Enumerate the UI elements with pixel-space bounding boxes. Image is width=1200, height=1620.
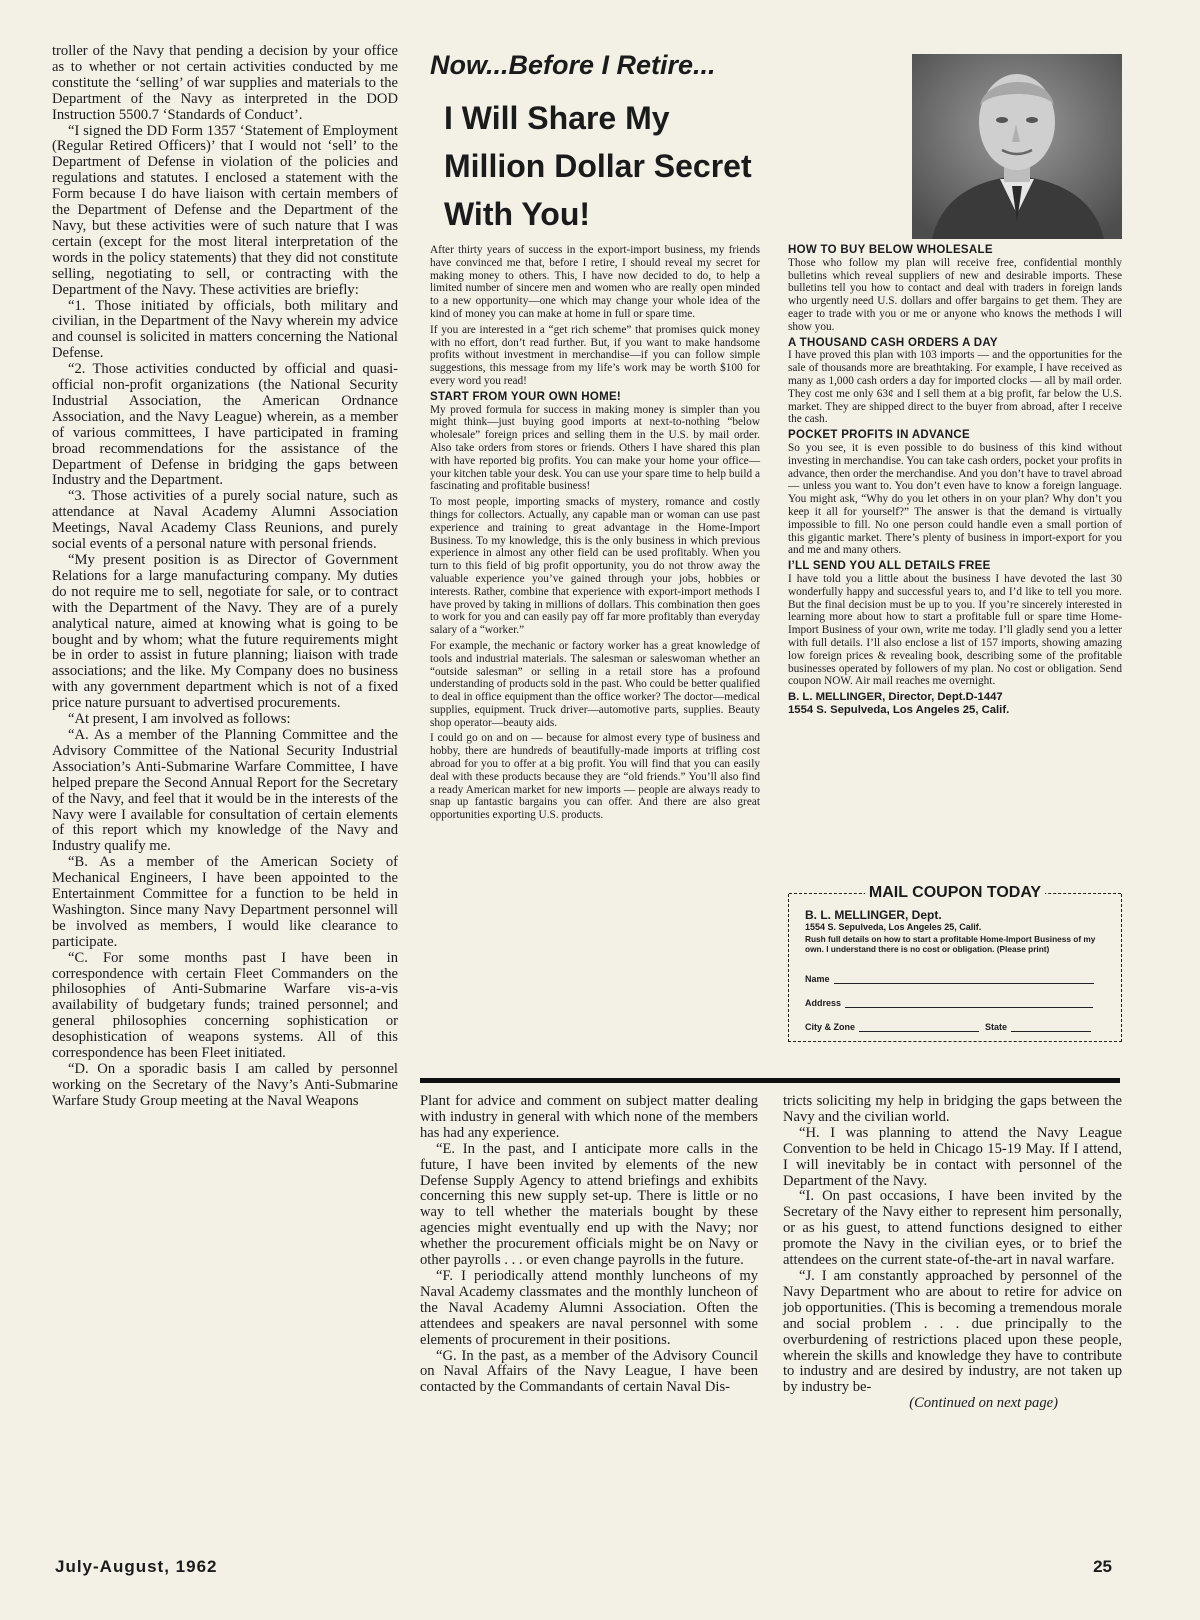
paragraph: “F. I periodically attend monthly luncheons of my Naval Academy classmates and the monthly luncheon of the Naval Academy Alumni Association. Often the attendees and speakers are naval personnel with some elements of procurement in their positions.	[420, 1267, 758, 1348]
paragraph: Plant for advice and comment on subject matter dealing with industry in general with which none of the members has had any experience.	[420, 1093, 758, 1141]
bottom-middle-column	[420, 1094, 758, 1396]
page-number: 25	[1093, 1557, 1112, 1576]
ad-signoff: B. L. MELLINGER, Director, Dept.D-1447	[788, 691, 1003, 704]
ad-paragraph: For example, the mechanic or factory worker has a great knowledge of tools and industrial materials. The salesman or saleswoman whether an “outside salesman” or selling in a retail store has a profound understanding of products sold in the past. Who could be better qualified to deal in office equipment than the office worker? The doctor—medical supplies, equipment. Truck driver—automotive parts, supplies. Beauty shop operator—beauty aids.	[430, 639, 760, 729]
coupon-city-blank[interactable]	[859, 1022, 979, 1032]
paragraph: tricts soliciting my help in bridging the gaps between the Navy and the civilian world.	[783, 1093, 1122, 1125]
ad-subheading: A THOUSAND CASH ORDERS A DAY	[788, 336, 998, 349]
paragraph: “3. Those activities of a purely social nature, such as attendance at Naval Academy Alumni Association Meetings, Naval Academy Class Reunions, and purely social events of a personal nature with personal friends.	[52, 488, 398, 553]
headline-line: Million Dollar Secret	[444, 148, 752, 184]
ad-paragraph: I could go on and on — because for almost every type of business and hobby, there are hundreds of beautifully-made imports at trifling cost abroad for you to offer at a big profit. You will find that you can easily deal with these products because they are “old friends.” You’ll also find a ready American market for new imports — people are always ready to snap up fantastic bargains you can offer. And there are also great opportunities exporting U.S. products.	[430, 732, 760, 822]
ad-paragraph: So you see, it is even possible to do business of this kind without investing in merchandise. You can take cash orders, pocket your profits in advance, then order the merchandise. And you don’t have to travel abroad — unless you want to. You don’t even have to know a foreign language. You might ask, “Why do you let others in on your plan? Why don’t you keep it all for yourself?” The answer is that the demand is virtually impossible to fill. No one person could handle even a small portion of this gigantic market. There’s plenty of business in import-export for you and me and many others.	[788, 441, 1122, 557]
paragraph: “H. I was planning to attend the Navy League Convention to be held in Chicago 15-19 May. If I attend, I will inevitably be in contact with personnel of the Department of the Navy.	[783, 1124, 1122, 1189]
ad-subheading: I’LL SEND YOU ALL DETAILS FREE	[788, 560, 991, 573]
coupon-city-label: City & Zone	[805, 1022, 856, 1032]
left-article-column	[52, 44, 398, 1110]
ad-paragraph: If you are interested in a “get rich scheme” that promises quick money with no effort, don’t read further. But, if you want to make handsome profits without investment in merchandise—if you can follow simple suggestions, this message from my life’s work may be worth $100 for every word you read!	[430, 323, 760, 387]
coupon-address-blank[interactable]	[845, 998, 1093, 1008]
paragraph: “My present position is as Director of Government Relations for a large manufacturing company. My duties do not require me to sell, negotiate for sale, or to contract with the Department of the Navy. They are of a purely analytical nature, aimed at knowing what is going to be bought and by whom; what the future requirements might be in order to assist in future planning; liaison with trade associations; and the like. My Company does no business with any government department which is not of a fixed price nature pursuant to advertised procurements.	[52, 552, 398, 712]
coupon-instructions: Rush full details on how to start a profitable Home-Import Business of my own. I understand there is no cost or obligation. (Please print)	[805, 934, 1096, 954]
ad-paragraph: To most people, importing smacks of mystery, romance and costly things for collectors. Actually, any capable man or woman can use past experience and training to great advantage in the Home-Import Business. To my knowledge, this is the only business in which previous experience in almost any other field can be used profitably. When you turn to this field of big profit opportunity, you do not throw away the valuable experience you’ve gained through your jobs, hobbies or interests. Rather, combine that experience with export-import methods I have proved by taking in millions of dollars. This combination then goes to work for you and can easily pay off far more profitably than everyday salary of a “worker.”	[430, 496, 760, 637]
paragraph: “I signed the DD Form 1357 ‘Statement of Employment (Regular Retired Officers)’ that I would not ‘sell’ to the Department of Defense in violation of the policies and regulations and statutes. I enclosed a statement with the Form because I do have liaison with certain members of the Department of Defense and the Department of the Navy, but these activities were of such nature that I was certain (except for the most literal interpretation of the words in the policy statements) that they did not constitute selling, negotiating to sell, or contracting with the Department of the Navy. These activities are briefly:	[52, 122, 398, 298]
coupon-name-line: B. L. MELLINGER, Dept.	[805, 908, 942, 922]
mail-coupon[interactable]	[788, 884, 1122, 1042]
coupon-state-label: State	[985, 1022, 1008, 1032]
headline-line: I Will Share My	[444, 100, 670, 136]
ad-left-column	[430, 244, 760, 825]
coupon-address-label: Address	[805, 998, 842, 1008]
coupon-address-line: 1554 S. Sepulveda, Los Angeles 25, Calif.	[805, 922, 982, 932]
coupon-title: MAIL COUPON TODAY	[789, 884, 1121, 902]
headline-line: With You!	[444, 196, 591, 232]
ad-paragraph: I have proved this plan with 103 imports — and the opportunities for the sale of thousands more are breathtaking. For example, I have received as many as 1,000 cash orders a day for imported clocks — all by mail order. They cost me only 63¢ and I sell them at a big profit, far below the U.S. market. They are shipped direct to the buyer from abroad, after I receive the cash.	[788, 349, 1122, 426]
continued-note: (Continued on next page)	[909, 1395, 1058, 1412]
coupon-name-field[interactable]	[805, 974, 1094, 984]
paragraph: “At present, I am involved as follows:	[68, 711, 291, 728]
ad-paragraph: Those who follow my plan will receive free, confidential monthly bulletins which reveal suppliers of new and desirable imports. These bulletins tell you how to contact and deal with traders in foreign lands who urgently need U.S. dollars and offer bargains to get them. They are eager to trade with you or me or anyone who knows the methods I will show you.	[788, 256, 1122, 333]
paragraph: “E. In the past, and I anticipate more calls in the future, I have been invited by elements of the new Defense Supply Agency to attend briefings and exhibits concerning this new supply set-up. There is little or no way to tell whether the materials bought by these agencies might eventually end up with the Navy; nor whether the procurement officials might be on Navy or other payrolls . . . or even change payrolls in the future.	[420, 1140, 758, 1269]
portrait-photo	[912, 54, 1122, 239]
coupon-address-field[interactable]	[805, 998, 1093, 1008]
coupon-name-label: Name	[805, 974, 830, 984]
bottom-right-column	[783, 1094, 1122, 1412]
ad-subheading: HOW TO BUY BELOW WHOLESALE	[788, 244, 993, 256]
ad-headline	[444, 94, 884, 238]
issue-date: July-August, 1962	[55, 1557, 218, 1576]
paragraph: “D. On a sporadic basis I am called by personnel working on the Secretary of the Navy’s Anti-Submarine Warfare Study Group meeting at the Naval Weapons	[52, 1061, 398, 1109]
paragraph: “J. I am constantly approached by personnel of the Navy Department who are about to retire for advice on job opportunities. (This is becoming a tremendous morale and social problem . . . due principally to the overburdening of restrictions placed upon these people, wherein the skills and knowledge they have to contribute to industry and are desired by industry, are not taken up by industry be-	[783, 1267, 1122, 1396]
paragraph: “A. As a member of the Planning Committee and the Advisory Committee of the National Security Industrial Association’s Anti-Submarine Warfare Committee, I have helped prepare the Second Annual Report for the Secretary of the Navy, and feel that it would be in the interests of the Navy were I available for consultation of certain elements of this report which my knowledge of the Navy and Industry qualify me.	[52, 726, 398, 855]
ad-subheading: START FROM YOUR OWN HOME!	[430, 390, 622, 403]
paragraph: troller of the Navy that pending a decision by your office as to whether or not certain activities conducted by me constitute the ‘selling’ of war supplies and materials to the Department of the Navy as interpreted in the DOD Instruction 5500.7 ‘Standards of Conduct’.	[52, 43, 398, 123]
paragraph: “B. As a member of the American Society of Mechanical Engineers, I have been appointed to the Entertainment Committee for a function to be held in Washington. Since many Navy Department personnel will be involved as members, I would like clearance to participate.	[52, 854, 398, 950]
ad-paragraph: My proved formula for success in making money is simpler than you might think—just buying good imports at next-to-nothing “below wholesale” foreign prices and selling them in the U.S. by mail order. Also take orders from stores or friends. Others I have shared this plan with have reported big profits. You can make your home your office—your kitchen table your desk. You can use your spare time to help build a fascinating and profitable business!	[430, 403, 760, 493]
coupon-name-blank[interactable]	[834, 974, 1094, 984]
section-divider	[420, 1078, 1120, 1083]
paragraph: “1. Those initiated by officials, both military and civilian, in the Department of the Navy wherein my advice and counsel is solicited in matters concerning the National Defense.	[52, 297, 398, 362]
ad-subheading: POCKET PROFITS IN ADVANCE	[788, 429, 970, 442]
paragraph: “2. Those activities conducted by official and quasi-official non-profit organizations (the National Security Industrial Association, the American Ordnance Association, and the Navy League) wherein, as a member of various committees, I have participated in framing broad recommendations for the assistance of the Department of Defense in bridging the gaps between Industry and the Department.	[52, 361, 398, 489]
advertisement	[418, 44, 1122, 1032]
ad-signoff-address: 1554 S. Sepulveda, Los Angeles 25, Calif.	[788, 703, 1010, 716]
ad-kicker: Now...Before I Retire...	[430, 50, 716, 80]
paragraph: “G. In the past, as a member of the Advisory Council on Naval Affairs of the Navy League, I have been contacted by the Commandants of certain Naval Dis-	[420, 1347, 758, 1396]
coupon-state-blank[interactable]	[1011, 1022, 1091, 1032]
ad-paragraph: After thirty years of success in the export-import business, my friends have convinced me that, before I retire, I should reveal my secret for making money to others. This, I have now decided to do, to help a limited number of sincere men and women who are really open minded to a new opportunity—one which may change your whole idea of the kind of money you can make at home in full or spare time.	[430, 244, 760, 320]
ad-right-column	[788, 244, 1122, 717]
paragraph: “C. For some months past I have been in correspondence with certain Fleet Commanders on the philosophies of Anti-Submarine Warfare vis-a-vis availability of budgetary funds; trained personnel; and general philosophies concerning sophistication or desophistication of weapons systems. All of this correspondence has been Fleet initiated.	[52, 949, 398, 1062]
paragraph: “I. On past occasions, I have been invited by the Secretary of the Navy either to represent him personally, or as his guest, to attend functions designed to either promote the Navy in the civilian eyes, or to brief the attendees on the current state-of-the-art in naval warfare.	[783, 1188, 1122, 1269]
ad-paragraph: I have told you a little about the business I have devoted the last 30 wonderfully happy and successful years to, and I’d like to tell you more. But the final decision must be up to you. If you’re sincerely interested in learning more about how to start a profitable full or spare time Home-Import Business of your own, write me today. I’ll gladly send you a letter with full details. I’ll also enclose a list of 157 imports, showing amazing low foreign prices & revealing book, describing some of the profitable businesses operated by followers of my plan. No cost or obligation. Send coupon NOW. Air mail reaches me overnight.	[788, 572, 1122, 688]
coupon-city-field[interactable]	[805, 1022, 1091, 1032]
